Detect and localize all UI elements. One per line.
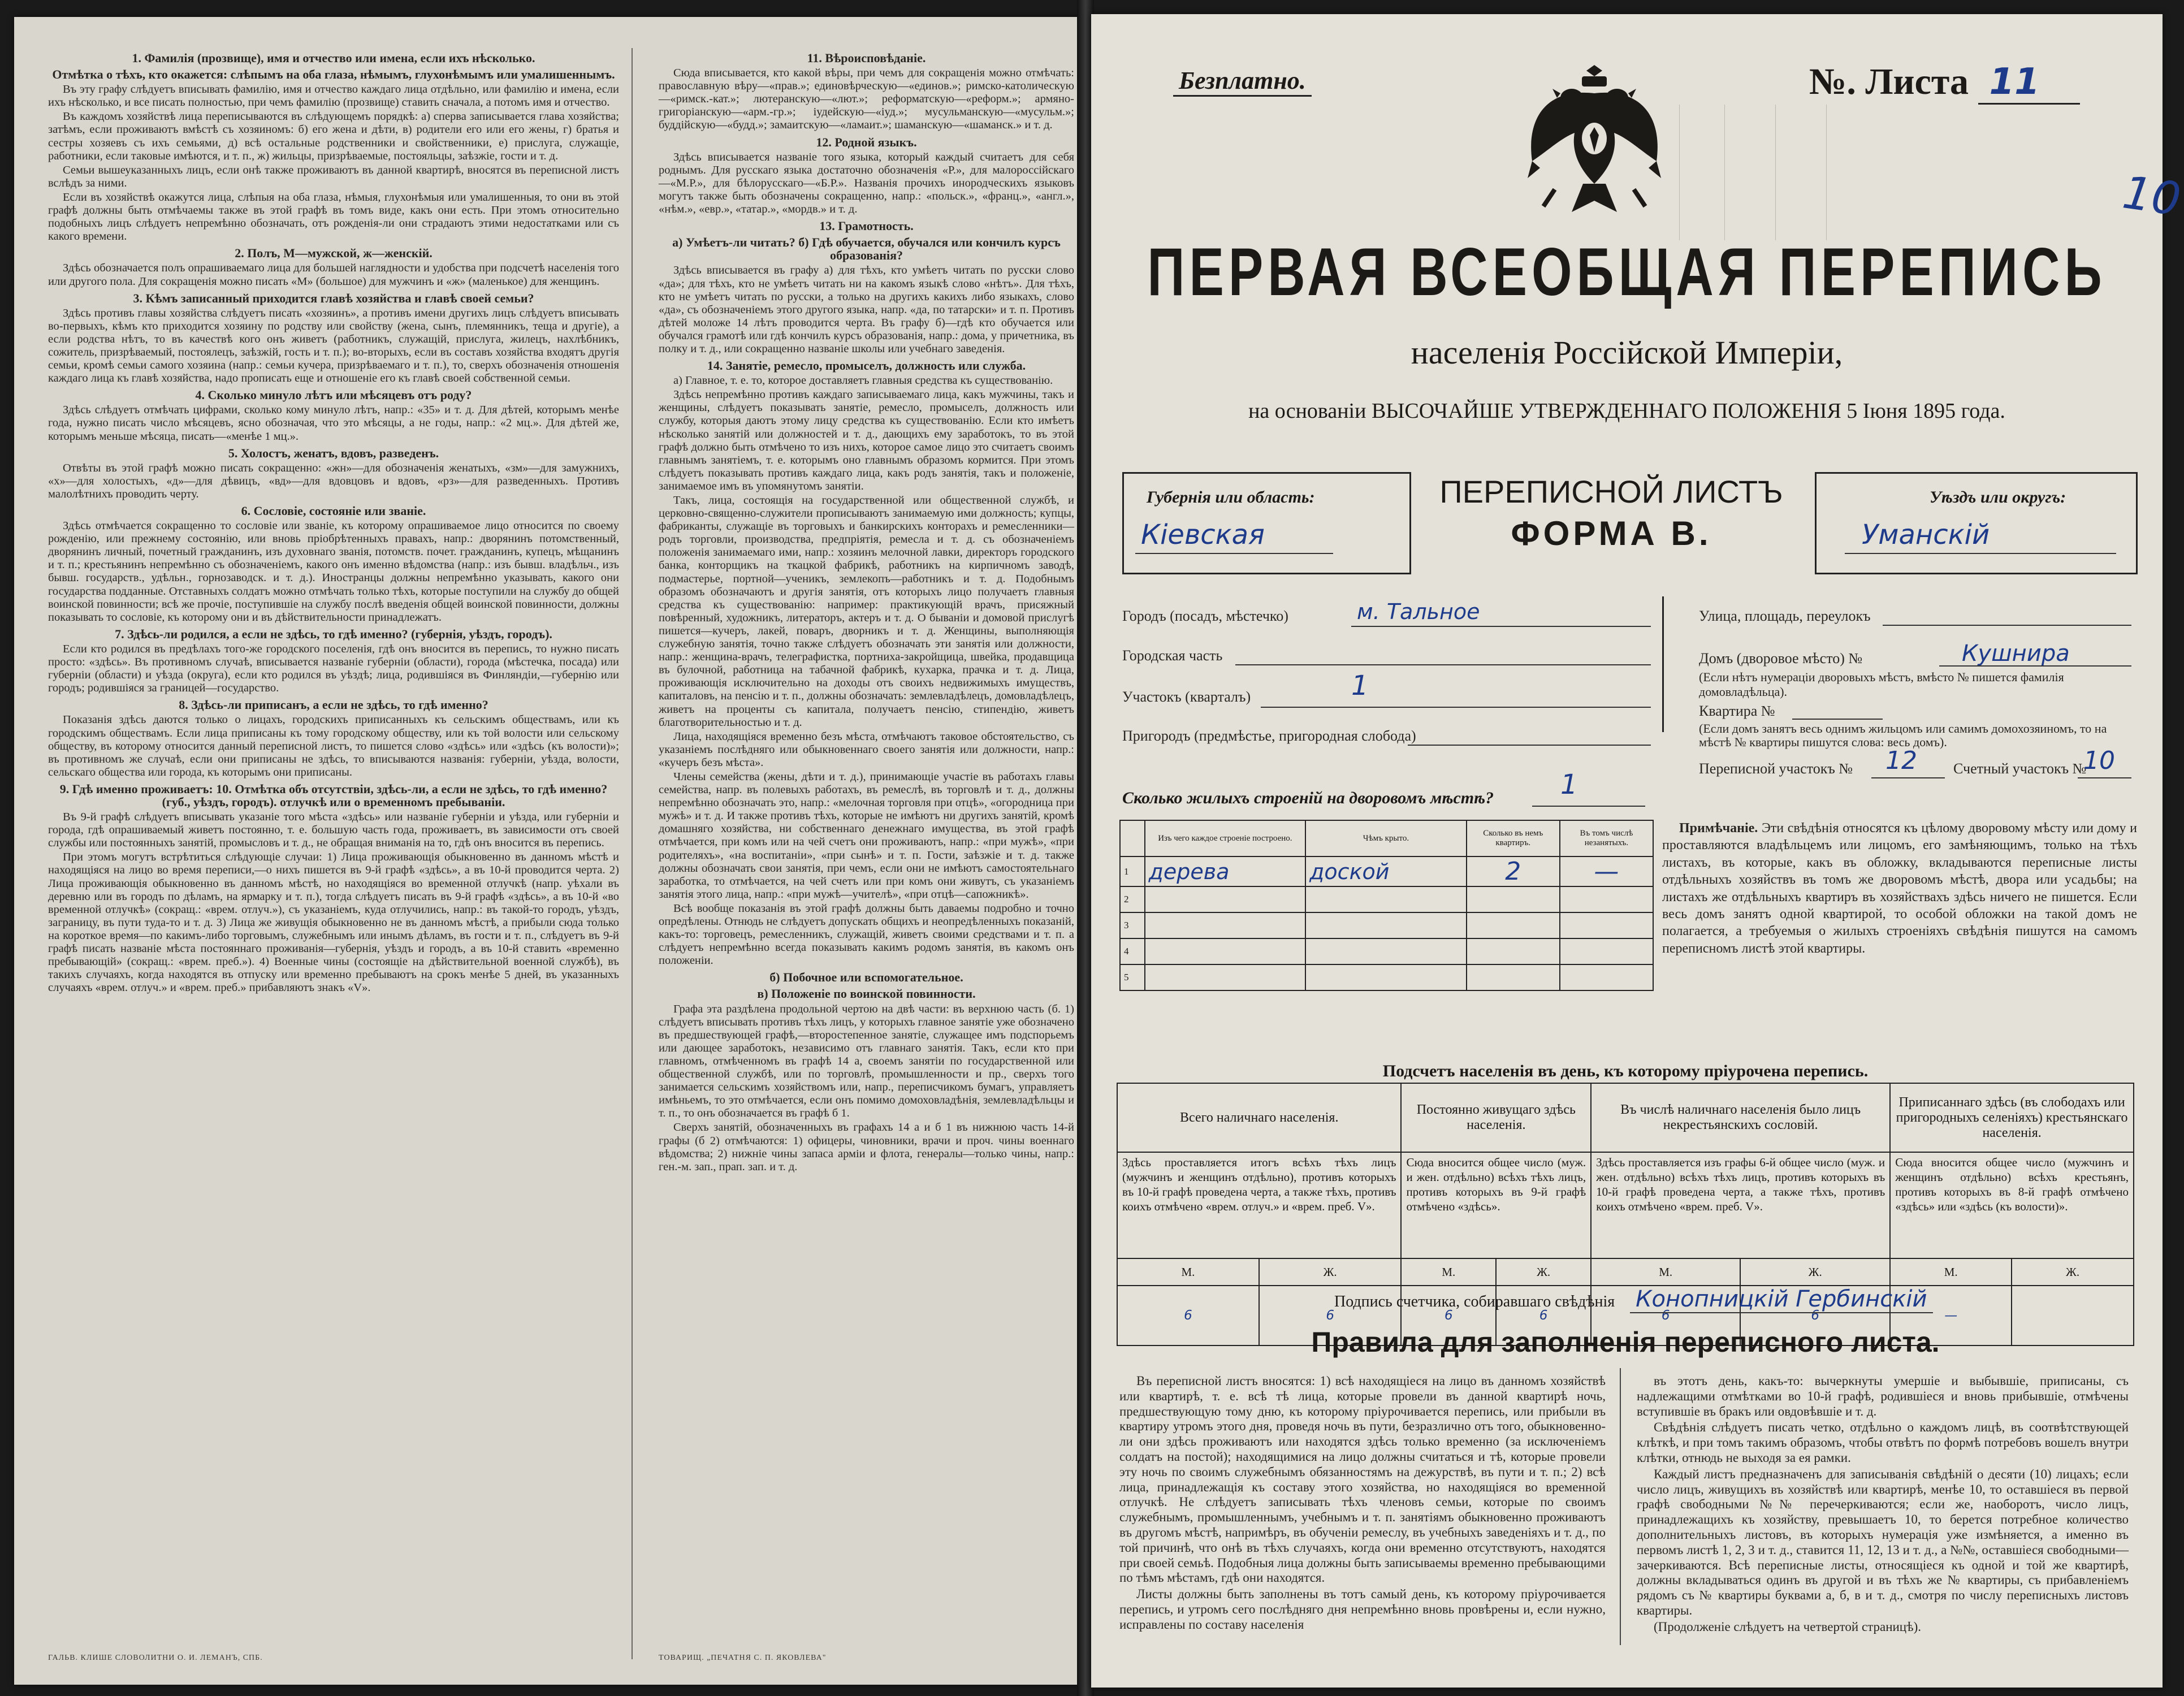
instruction-heading: 1. Фамилія (прозвище), имя и отчество или имена, если ихъ нѣсколько.: [132, 51, 535, 65]
counting-precinct-label: Счетный участокъ №: [1953, 760, 2087, 777]
instruction-heading: 5. Холостъ, женатъ, вдовъ, разведенъ.: [228, 445, 439, 460]
street-label: Улица, площадь, переулокъ: [1699, 608, 1871, 624]
instruction-paragraph: Такъ, лица, состоящія на государственной или общественной службѣ, и церковно-священно-служители прописываютъ занимаемую ими должность; купцы, фабриканты, служащіе въ торговыхъ и банкирскихъ конторахъ и ремесленники—родъ торговли, производства, предпріятія, ремесла и т. д. съ обозначеніемъ положенія занимаемаго ими, напр.: хозяинъ мелочной лавки, директоръ городского банка, конторщикъ на ткацкой фабрикѣ, работникъ на кирпичномъ заводѣ, подмастерье, портной—ученикъ, землекопъ—работникъ и т. д. Подобнымъ образомъ обозначаютъ и другія занятія, отъ которыхъ лицо получаетъ главныя средства къ существованію: например: практикующій врачъ, присяжный повѣренный, художникъ, литераторъ, актеръ и т. д. О бываніи и домовой прислугѣ пишется—кучеръ, лакей, поваръ, дворникъ и т. д. Женщины, выполняющія служебную занятія, точно также слѣдуетъ обозначать эти занятія или должности, напр.: женщина-врачъ, телеграфистка, портниха-закройщица, швейка, продавщица въ булочной, работница на табачной фабрикѣ, кухарка, прачка и т. д. Лица, проживающія исключительно на доходы отъ своихъ недвижимыхъ имуществъ, капиталовъ, на пенсію и т. п., должны обозначать: землевладѣлецъ, домовладѣлецъ, живетъ на проценты съ капитала, получаетъ пенсію, стипендію, живетъ благотворительностью и т. д.: [659, 494, 1074, 729]
instruction-paragraph: Здѣсь противъ главы хозяйства слѣдуетъ писать «хозяинъ», а противъ имени другихъ лицъ слѣдуетъ вписывать во-первыхъ, кѣмъ кто приходится хозяину по родству или свойству (жена, сынъ, племянникъ, теща и другіе), а если родства нѣтъ, то въ качествѣ кого онъ живетъ (работникъ, служащій, прислуга, жилецъ, нахлѣбникъ, сожитель, призрѣваемый, постоялецъ, заѣзжій, гость и т. п.); во-вторыхъ, если въ составъ хозяйства входятъ другія семьи, кромѣ семьи самого хозяина (напр.: семьи кучера, призрѣваемаго и т. п.), то, сверхъ обозначенія отношенія каждаго лица къ главѣ хозяйства, надо прописать еще и отношеніе его къ главѣ своей собственной семьи.: [48, 306, 619, 385]
population-table: Всего наличнаго населенія. Постоянно живущаго здѣсь населенія. Въ числѣ наличнаго населенія было лицъ некрестьянскихъ сословій. Приписаннаго здѣсь (въ слободахъ или пригородныхъ селеніяхъ) крестьянскаго населенія. Здѣсь проставляется итогъ всѣхъ тѣхъ лицъ (мужчинъ и женщинъ отдѣльно), противъ которыхъ въ 10-й графѣ проведена черта, а также тѣхъ, противъ коихъ отмѣчено «врем. отлуч.» и «врем. преб. V». Сюда вносится общее число (муж. и жен. отдѣльно) всѣхъ тѣхъ лицъ, противъ которыхъ въ 9-й графѣ отмѣчено «здѣсь». Здѣсь проставляется изъ графы 6-й общее число (муж. и жен. отдѣльно) всѣхъ тѣхъ лицъ, противъ которыхъ въ 10-й графѣ проведена черта, а также тѣхъ, противъ коихъ отмѣчено «врем. преб. V». Сюда вносится общее число (мужчинъ и женщинъ отдѣльно) всѣхъ крестьянъ, противъ которыхъ въ 8-й графѣ отмѣчено «здѣсь» или «здѣсь (къ волости)». М. Ж. М. Ж. М. Ж. М. Ж. 6 6 6 6 6 6 —: [1117, 1083, 2134, 1346]
present-female-count: 6: [1259, 1286, 1402, 1345]
free-of-charge-label: Безплатно.: [1173, 66, 1312, 97]
signature-label: Подпись счетчика, собиравшаго свѣдѣнія: [1334, 1293, 1615, 1310]
form-title: [1416, 471, 1806, 555]
peasant-male-count: —: [1890, 1286, 2012, 1345]
instruction-paragraph: Графа эта раздѣлена продольной чертою на двѣ части: въ верхнюю часть (б. 1) слѣдуетъ вписывать противъ тѣхъ лицъ, у которыхъ главное занятіе уже обозначено въ предшествующей графѣ,—второстепенное занятіе, служащее имъ подспорьемъ или дающее заработокъ, независимо отъ главнаго занятія. Такъ, если кто при главномъ, отмѣченномъ въ графѣ 14 а, своемъ занятіи по государственной или общественной службѣ, или по торговлѣ, промышленности и пр., сверхъ того занимается сельскимъ хозяйствомъ или, напр., переписчикомъ бумагъ, управляетъ имѣньемъ, то это отмѣчается, если онъ помимо домоховладѣнія, землевладѣльцы и т. п., то онъ обозначается въ графѣ б 1.: [659, 1002, 1074, 1120]
district-box: [1815, 472, 2138, 574]
counting-precinct-value: 10: [2083, 746, 2115, 775]
instruction-paragraph: Въ эту графу слѣдуетъ вписывать фамилію, имя и отчество каждаго лица отдѣльно, или фамилію и имена, если ихъ нѣсколько, и все писать полностью, при чемъ фамилію (прозвище) ставить сначала, а потомъ имя и отчество.: [48, 83, 619, 109]
instruction-paragraph: Если въ хозяйствѣ окажутся лица, слѣпыя на оба глаза, нѣмыя, глухонѣмыя или умалишенныя, то они въ этой графѣ должны быть отмѣчаемы также въ этой графѣ въ томъ виде, какъ они есть. При этомъ относительно подобныхъ лицъ слѣдуетъ непремѣнно обозначать, отъ рожденія-ли они страдаютъ этими недостатками или съ какого времени.: [48, 191, 619, 243]
rules-divider: [1620, 1368, 1621, 1645]
rules-paragraph: Въ переписной листъ вносятся: 1) всѣ находящіеся на лицо въ данномъ хозяйствѣ или квартирѣ, т. е. всѣ тѣ лица, которые провели въ данной квартирѣ ночь, предшествующую тому дню, къ которому пріурочивается перепись, или прибыли въ квартиру утромъ этого дня, проведя ночь въ пути, безразлично отъ того, обыкновенно-ли они здѣсь проживаютъ или находятся здѣсь только временно (за исключеніемъ солдатъ на постой); находящимися на лицо должны считаться и тѣ, которые провели эту ночь по своимъ служебнымъ обязанностямъ на дежурствѣ, въ пути и т. п.; 2) всѣ лица, принадлежащія къ составу этого хозяйства, но находящіяся во временной отлучкѣ. Не слѣдуетъ записывать тѣхъ членовъ семьи, которые по своимъ служебнымъ, промышленнымъ, учебнымъ и т. п. занятіямъ обыкновенно проживаютъ въ другомъ мѣстѣ, напримѣръ, въ обученіи ремеслу, въ учебныхъ заведеніяхъ и т. д., по той причинѣ, что онѣ въ тѣхъ случаяхъ, когда они временно отсутствуютъ, находятся при своей семьѣ. Подобныя лица должны быть записываемы временно пребывающими по тѣмъ мѣстамъ, гдѣ они находятся.: [1119, 1374, 1606, 1585]
district-value: Уманскій: [1862, 519, 1990, 551]
apartment-note: (Если домъ занятъ весь однимъ жильцомъ или самимъ домохозяиномъ, то на мѣстѣ № квартиры пишутся слова: весь домъ).: [1699, 721, 2107, 749]
instructions-column-2: [659, 48, 1074, 1175]
instruction-heading: 9. Гдѣ именно проживаетъ: 10. Отмѣтка объ отсутствіи, здѣсь-ли, а если не здѣсь, то гдѣ именно? (губ., уѣздъ, городъ). отлучкѣ или о временномъ пребываніи.: [59, 781, 608, 809]
underlying-sheets-edge: [1657, 105, 2120, 240]
census-precinct-value: 12: [1885, 746, 1917, 775]
instruction-paragraph: Здѣсь отмѣчается сокращенно то сословіе или званіе, къ которому опрашиваемое лицо относится по своему рожденію, или прежнему состоянію, или вновь пріобрѣтенныхъ правахъ, напр.: дворянинъ потомственный, дворянинъ личный, почетный гражданинъ, изъ духовнаго званія, потомств. почет. гражданинъ, купецъ, мѣщанинъ и т. п.; крестьянинъ непремѣнно съ обозначеніемъ, какого онъ именно вѣдомства (напр.: изъ бывш. владѣльч., изъ бывш. государств., удѣльн., горнозаводск. и т. д.). Иностранцы должны непремѣнно указывать, какого они государства подданные. Отставныхъ солдатъ можно отмѣчать только тѣхъ, которые поступили на службу до общей воинской повинности; всѣ же прочіе, поступившіе на службу послѣ введенія общей воинской повинности, должны показывать то сословіе, къ которому они и въ дѣйствительности принадлежатъ.: [48, 520, 619, 624]
sheet-number-value: 11: [1978, 61, 2080, 105]
form-title-line1: ПЕРЕПИСНОЙ ЛИСТЪ: [1439, 474, 1783, 509]
instruction-paragraph: Здѣсь вписывается въ графу а) для тѣхъ, кто умѣетъ читать по русски слово «да»; для тѣхъ, кто не умѣетъ читать ни на какомъ языкѣ слово «нѣтъ». Для тѣхъ, кто не умѣетъ читать по русски, а только на другихъ какихъ либо языкахъ, слово «да», съ обозначеніемъ этого другого языка, напр. «да, по татарски» и т. п. Противъ дѣтей моложе 14 лѣтъ проводится черта. Въ графу б)—гдѣ кто обучается или обучался грамотѣ или гдѣ кончилъ курсъ образованія, напр.: дома, у причетника, въ полку и т. д., или сокращенно названіе школы или учебнаго заведенія.: [659, 264, 1074, 355]
census-precinct-label: Переписной участокъ №: [1699, 760, 1853, 777]
instruction-paragraph: Здѣсь непремѣнно противъ каждаго записываемаго лица, какъ мужчины, такъ и женщины, слѣдуетъ показывать занятіе, ремесло, промыселъ, должность или службу, которыя даютъ этому лицу средства къ существованію. Если кто имѣетъ нѣсколько занятій или должностей и т. д., дающихъ ему заработокъ, то въ этой графѣ должно быть отмѣчено то изъ нихъ, которое самое лицо это считаетъ своимъ главнымъ занятіемъ, т. е. которымъ оно главнымъ образомъ кормится. При этомъ слѣдуетъ показывать противъ каждаго лица, какъ родъ занятія, такъ и положеніе, занимаемое имъ въ упомянутомъ занятіи.: [659, 388, 1074, 492]
instruction-paragraph: При этомъ могутъ встрѣтиться слѣдующіе случаи: 1) Лица проживающія обыкновенно въ данномъ мѣстѣ и находящіяся на лицо во время переписи,—о нихъ пишется въ 9-й графѣ «здѣсь», а въ 10-й проводится черта. 2) Лица проживающія обыкновенно въ данномъ мѣстѣ, но находящіяся во временной отлучкѣ (напр. уѣхали въ деревню или въ городъ по дѣламъ, на ярмарку и т. п.), тогда слѣдуетъ писать въ 9-й графѣ «здѣсь», а въ 10-й «во временной отлучкѣ» (сокращ.: «врем. отлуч.»), съ указаніемъ, куда отлучились, напр.: въ такой-то городъ, уѣздъ, заграницу, въ пути туда-то и т. д. 3) Лица же живущія обыкновенно не въ данномъ мѣстѣ, а прибыли сюда только на короткое время—по какимъ-либо торговымъ, служебнымъ или инымъ дѣламъ, въ гости и т. п., слѣдуетъ въ 9-й графѣ писать названіе мѣста постояннаго проживанія—губернія, уѣздъ и городъ, а въ 10-й ставить «временно пребывающій» (сокращ.: «врем. преб.»). 4) Военные чины (состоящіе на дѣйствительной военной службѣ), въ такихъ случаяхъ, когда находятся въ отпуску или временно пребываютъ на срокъ менѣе 5 дней, въ указанныхъ случаяхъ «врем. отлуч.» и «врем. преб.» прибавляютъ знакъ «V».: [48, 851, 619, 994]
instruction-paragraph: Здѣсь обозначается полъ опрашиваемаго лица для большей наглядности и удобства при подсчетѣ населенія того или другого пола. Для сокращенія можно писать «М» (большое) для мужчинъ и «ж» (маленькое) для женщинъ.: [48, 262, 619, 288]
instruction-heading: 8. Здѣсь-ли приписанъ, а если не здѣсь, то гдѣ именно?: [179, 698, 488, 712]
imprint-right: ТОВАРИЩ. „ПЕЧАТНЯ С. П. ЯКОВЛЕВА": [659, 1654, 827, 1662]
instruction-paragraph: Всѣ вообще показанія въ этой графѣ должны быть даваемы подробно и точно опредѣлены. Отнюдь не слѣдуетъ допускать общихъ и неопредѣленныхъ показаній, какъ-то: торговецъ, ремесленникъ, служащій, живетъ своими средствами и т. п. а слѣдуетъ непремѣнно всегда показывать какимъ родомъ занятія, въ какомъ онъ положеніи.: [659, 902, 1074, 967]
permanent-male-count: 6: [1401, 1286, 1496, 1345]
table-row: 4: [1120, 938, 1653, 964]
instruction-paragraph: Сюда вписывается, кто какой вѣры, при чемъ для сокращенія можно отмѣчать: православную вѣру—«прав.»; единовѣрческую—«единов.»; римско-католическую—«римск.-кат.»; лютеранскую—«лют.»; реформатскую—«реформ.»; армяно-григоріанскую—«арм.-гр.»; іудейскую—«іуд.»; мусульманскую—«мусульм.»; буддійскую—«будд.»; замаитскую—«ламаит.»; шаманскую—«шаманск.» и т. д.: [659, 67, 1074, 132]
province-label: Губернія или область:: [1147, 488, 1315, 507]
rules-paragraph: (Продолженіе слѣдуетъ на четвертой страницѣ).: [1654, 1619, 1922, 1634]
instruction-heading: 2. Полъ, М—мужской, ж—женскій.: [235, 246, 433, 261]
town-value: м. Тальное: [1357, 599, 1480, 624]
imprint-left: ГАЛЬВ. КЛИШЕ СЛОВОЛИТНИ О. И. ЛЕМАНЪ, СПБ.: [48, 1654, 263, 1662]
instruction-paragraph: Сверхъ занятій, обозначенныхъ въ графахъ 14 а и б 1 въ нижнюю часть 14-й графы (б 2) отмѣчаются: 1) офицеры, чиновники, врачи и проч. чины военнаго вѣдомства; 2) нижніе чины запаса арміи и флота, генералы—только чины, напр.: ген.-м. зап., прап. зап. и т. д.: [659, 1121, 1074, 1173]
census-title: ПЕРВАЯ ВСЕОБЩАЯ ПЕРЕПИСЬ: [1147, 235, 2107, 310]
header-vacant: Въ томъ числѣ незанятыхъ.: [1560, 820, 1653, 856]
rules-paragraph: Свѣдѣнія слѣдуетъ писать четко, отдѣльно о каждомъ лицѣ, въ соотвѣтствующей клѣткѣ, и при томъ такимъ образомъ, чтобы отвѣтъ по формѣ потребовъ вошелъ внутри клѣтки, отнюдь не выходя за ея рамки.: [1637, 1420, 2129, 1465]
instruction-paragraph: Отвѣты въ этой графѣ можно писать сокращенно: «жн»—для обозначенія женатыхъ, «зм»—для замужнихъ, «х»—для холостыхъ, «д»—для дѣвицъ, «вд»—для вдовцовъ и вдовъ, «рз»—для разведенныхъ. Противъ малолѣтнихъ проводить черту.: [48, 461, 619, 500]
registered-peasant-population-title: Приписаннаго здѣсь (въ слободахъ или пригородныхъ селеніяхъ) крестьянскаго населенія.: [1890, 1083, 2134, 1152]
apartment-label: Квартира №: [1699, 703, 1775, 719]
table-row: 2: [1120, 886, 1653, 912]
present-male-count: 6: [1117, 1286, 1259, 1345]
instruction-paragraph: а) Главное, т. е. то, которое доставляетъ главныя средства къ существованію.: [673, 374, 1053, 387]
buildings-note: [1662, 820, 2137, 957]
province-value: Кіевская: [1141, 519, 1265, 551]
rules-paragraph: Листы должны быть заполнены въ тотъ самый день, къ которому пріурочивается перепись, и утромъ сего послѣдняго дня непремѣнно вновь провѣрены и, если нужно, исправлены по составу населенія: [1119, 1587, 1606, 1632]
header-roof: Чѣмъ крыто.: [1305, 820, 1467, 856]
instruction-paragraph: Здѣсь вписывается названіе того языка, который каждый считаетъ для себя роднымъ. Для русскаго языка достаточно обозначенія «Р.», для малороссійскаго—«М.Р.», для бѣлорусскаго—«Б.Р.». Названія прочихъ инородческихъ языковъ могутъ также быть обозначены сокращенно, напр.: «польск.», «франц.», «англ.», «нѣм.», «евр.», «татар.», «мордв.» и т. д.: [659, 150, 1074, 216]
buildings-question: Сколько жилыхъ строеній на дворовомъ мѣстѣ?: [1122, 789, 1494, 807]
instruction-paragraph: Члены семейства (жены, дѣти и т. д.), принимающіе участіе въ работахъ главы семейства, напр. въ полевыхъ работахъ, въ ремеслѣ, въ торговлѣ и т. д., должны непремѣнно обозначать это, напр.: «мелочная торговля при отцѣ», «огородница при мужѣ» и т. д. И также противъ тѣхъ, которые не имѣютъ ни другихъ занятій, кромѣ домашняго хозяйства, ни собственнаго денежнаго имущества, въ этой графѣ отмѣчается, при комъ или на чей счетъ они проживаютъ, напр.: «при мужѣ», «при родителяхъ», «на воспитаніи», «при сынѣ» и т. п. Гости, заѣзжіе и т. д. также должны обозначать свои занятія, при чемъ, если они не имѣютъ самостоятельнаго заработка, то отмѣчается, на чей счетъ или при комъ они живутъ, съ указаніемъ занятія этого лица, напр.: «при мужѣ—учителѣ», «при отцѣ—сапожникѣ».: [659, 770, 1074, 901]
instruction-heading: а) Умѣетъ-ли читать? б) Гдѣ обучается, обучался или кончилъ курсъ образованія?: [672, 235, 1061, 263]
legal-basis-line: на основаніи ВЫСОЧАЙШЕ УТВЕРЖДЕННАГО ПОЛОЖЕНІЯ 5 Іюня 1895 года.: [1248, 399, 2005, 423]
sheet-number: [1809, 60, 2080, 105]
instruction-heading: 6. Сословіе, состояніе или званіе.: [241, 504, 426, 518]
left-page-instructions: [14, 17, 1080, 1685]
header-apartments: Сколько въ немъ квартиръ.: [1467, 820, 1560, 856]
instruction-paragraph: Лица, находящіяся временно безъ мѣста, отмѣчаютъ таковое обстоятельство, съ указаніемъ послѣдняго или обыкновеннаго своего занятія или должности, напр.: «кучеръ безъ мѣста».: [659, 730, 1074, 769]
rules-column-right: [1637, 1374, 2129, 1636]
instruction-heading: 11. Вѣроисповѣданіе.: [807, 51, 926, 65]
rules-paragraph: въ этотъ день, какъ-то: вычеркнуты умершіе и выбывшіе, приписаны, съ надлежащими отмѣтками во 10-й графѣ, родившіеся и вновь прибывшіе, отмѣчены вступившіе въ бракъ или овдовѣвшіе и т. д.: [1637, 1374, 2129, 1418]
suburb-label: Пригородъ (предмѣстье, пригородная слобода): [1122, 728, 1416, 744]
instruction-heading: 13. Грамотность.: [819, 219, 914, 233]
instruction-heading: 12. Родной языкъ.: [816, 135, 917, 149]
instruction-paragraph: Если кто родился въ предѣлахъ того-же городского поселенія, гдѣ онъ вносится въ перепись, то нужно писать просто: «здѣсь». Въ противномъ случаѣ, вписывается названіе губерніи (области), города (мѣстечка, посада) или губерніи (области) и уѣзда (округа), если кто родился въ уѣздѣ; лица, родившіяся въ Финляндіи,—губернію или городъ; родившіяся за границей—государство.: [48, 642, 619, 695]
form-title-line2: ФОРМА В.: [1511, 514, 1712, 552]
handwritten-margin-number: 10: [2120, 166, 2184, 226]
census-subtitle: населенія Россійской Имперіи,: [1411, 334, 1843, 371]
instruction-paragraph: Семьи вышеуказанныхъ лицъ, если онѣ также проживаютъ въ данной квартирѣ, вносятся въ переписной листъ вслѣдъ за ними.: [48, 163, 619, 189]
table-row: 5: [1120, 964, 1653, 990]
district-label: Уѣздъ или округъ:: [1930, 488, 2066, 507]
province-box: [1122, 472, 1411, 574]
table-row: 1 дерева доской 2 —: [1120, 856, 1653, 886]
note-text: Эти свѣдѣнія относятся къ цѣлому дворовому мѣсту или дому и проставляются владѣльцемъ или лицомъ, его замѣняющимъ, только на тѣхъ листахъ, въ которые, какъ въ обложку, вкладываются переписные листы отдѣльныхъ хозяйствъ въ томъ же дворовомъ мѣстѣ, двора или усадьбы; на листахъ же отдѣльныхъ квартиръ въ хозяйствахъ здѣсь ничего не пишется. Если весь домъ занятъ одной квартирой, то особой обложки на такой домъ не полагается, а требуемыя о жилыхъ строеніяхъ свѣдѣнія пишутся на самомъ переписномъ листѣ этой квартиры.: [1662, 821, 2137, 956]
house-label: Домъ (дворовое мѣсто) №: [1699, 650, 1863, 667]
non-peasant-female-count: 6: [1740, 1286, 1890, 1345]
note-label: Примѣчаніе.: [1679, 821, 1758, 836]
buildings-table: [1119, 820, 1654, 991]
house-value: Кушнира: [1962, 641, 2070, 667]
instruction-heading: в) Положеніе по воинской повинности.: [757, 987, 976, 1001]
instruction-heading: 14. Занятіе, ремесло, промыселъ, должность или служба.: [707, 358, 1026, 373]
instructions-column-1: [48, 48, 619, 996]
instruction-heading: б) Побочное или вспомогательное.: [769, 970, 963, 985]
non-peasant-population-title: Въ числѣ наличнаго населенія было лицъ некрестьянскихъ сословій.: [1591, 1083, 1890, 1152]
house-note: (Если нѣтъ нумераціи дворовыхъ мѣстъ, вмѣсто № пишется фамилія домовладѣльца).: [1699, 670, 2064, 699]
instruction-heading: 3. Кѣмъ записанный приходится главѣ хозяйства и главѣ своей семьи?: [133, 291, 534, 305]
signature-value: Конопницкій Гербинскій: [1630, 1286, 1932, 1313]
right-page-census-form: [1091, 14, 2184, 1688]
permanent-population-title: Постоянно живущаго здѣсь населенія.: [1401, 1083, 1591, 1152]
precinct-label: Участокъ (кварталъ): [1122, 689, 1251, 705]
city-part-label: Городская часть: [1122, 647, 1223, 664]
instruction-paragraph: Въ 9-й графѣ слѣдуетъ вписывать указаніе того мѣста «здѣсь» или названіе губерніи и уѣзда, или губерніи и города, гдѣ опрашиваемый живетъ постоянно, т. е. большую часть года, проживаетъ, въ зависимости отъ своей службы или постоянныхъ занятій, промысловъ и т. д., не обращая вниманія на то, гдѣ онъ вносится въ перепись.: [48, 811, 619, 850]
rules-column-left: [1119, 1374, 1606, 1634]
permanent-female-count: 6: [1496, 1286, 1591, 1345]
population-heading: Подсчетъ населенія въ день, къ которому пріурочена перепись.: [1382, 1062, 1869, 1080]
instruction-paragraph: Въ каждомъ хозяйствѣ лица переписываются въ слѣдующемъ порядкѣ: а) сперва записывается глава хозяйства; затѣмъ, если проживаютъ вмѣстѣ съ хозяиномъ: б) его жена и дѣти, в) родители его или его жены, г) братья и сестры хозяевъ съ ихъ семьями, д) всѣ остальные родственники и свойственники, е) прислуга, служащіе, работники, если таковые имѣются, и т. п., ж) жильцы, призрѣваемые, постояльцы, заѣзжіе, гости и т. д.: [48, 110, 619, 162]
header-material: Изъ чего каждое строеніе построено.: [1145, 820, 1306, 856]
enumerator-signature: [1334, 1286, 1933, 1312]
present-population-title: Всего наличнаго населенія.: [1117, 1083, 1401, 1152]
instruction-heading: Отмѣтка о тѣхъ, кто окажется: слѣпымъ на оба глаза, нѣмымъ, глухонѣмымъ или умалишеннымъ.: [52, 67, 615, 82]
town-label: Городъ (посадъ, мѣстечко): [1122, 608, 1288, 624]
sheet-number-label: №. Листа: [1809, 61, 1969, 102]
instruction-paragraph: Здѣсь слѣдуетъ отмѣчать цифрами, сколько кому минуло лѣтъ, напр.: «35» и т. д. Для дѣтей, которымъ менѣе года, нужно писать число мѣсяцевъ, ясно обозначая, что это мѣсяцы, а не годы, напр.: «2 мц.». Для дѣтей же, которымъ меньше мѣсяца, писать—«менѣе 1 мц.».: [48, 404, 619, 443]
buildings-count: 1: [1560, 769, 1578, 801]
instruction-paragraph: Показанія здѣсь даются только о лицахъ, городскихъ приписанныхъ къ сельскимъ обществамъ, или къ городскимъ обществамъ. Если лица приписаны къ тому городскому обществу, или къ той волости или сельскому обществу, въ которому относится данный переписной листъ, то пишется слово «здѣсь» или «здѣсь (къ волости)»; въ противномъ же случаѣ, если они приписаны не здѣсь, то вписываются названія: губерніи, уѣзда, волости, сельскаго общества или города, къ которымъ они приписаны.: [48, 713, 619, 778]
buildings-table-header: [1120, 820, 1653, 856]
instruction-heading: 7. Здѣсь-ли родился, а если не здѣсь, то гдѣ именно? (губернія, уѣздъ, городъ).: [115, 626, 552, 641]
column-divider: [632, 48, 633, 1659]
precinct-value: 1: [1351, 670, 1369, 702]
non-peasant-male-count: 6: [1591, 1286, 1740, 1345]
rules-title: Правила для заполненія переписного листа.: [1311, 1326, 1940, 1358]
instruction-heading: 4. Сколько минуло лѣтъ или мѣсяцевъ отъ роду?: [195, 388, 472, 403]
rules-paragraph: Каждый листъ предназначенъ для записыванія свѣдѣній о десяти (10) лицахъ; если число лицъ, живущихъ въ хозяйствѣ или квартирѣ, менѣе 10, то оставшіеся въ первой графѣ свободными №№ перечеркиваются; если же, наоборотъ, число лицъ, принадлежащихъ къ хозяйству, превышаетъ 10, то берется потребное количество дополнительныхъ листовъ, въ которыхъ нумерація уже измѣняется, а именно въ первомъ листѣ 1, 2, 3 и т. д., ставится 11, 12, 13 и т. д., а №№, оставшіеся свободными—зачеркиваются. Всѣ переписные листы, относящіеся къ одной и той же квартирѣ, должны вкладываться одинъ въ другой и въ тѣхъ же № квартиры, съ прибавленіемъ рядомъ съ № квартиры буквами а, б, в и т. д., смотря по числу переписныхъ листовъ квартиры.: [1637, 1466, 2129, 1617]
double-headed-eagle-emblem: [1521, 54, 1668, 235]
table-row: 3: [1120, 912, 1653, 938]
